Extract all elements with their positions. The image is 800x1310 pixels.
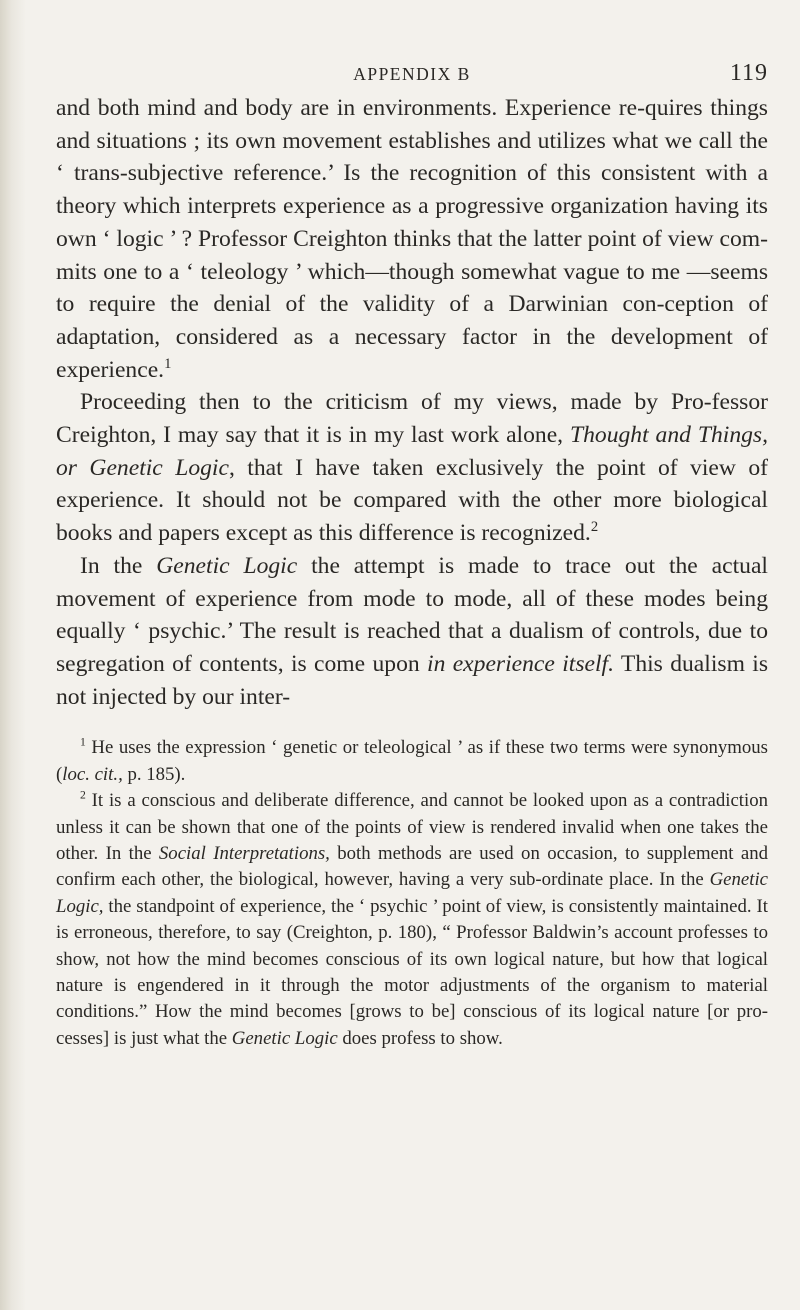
footnote-marker: 1 (164, 355, 172, 372)
paragraph (56, 386, 768, 550)
body-text (56, 92, 768, 713)
paragraph (56, 550, 768, 714)
italic-text: Thought and Things, or Genetic Logic (56, 422, 768, 481)
footnote-marker: 1 (80, 736, 86, 750)
italic-text: Genetic Logic (156, 552, 298, 579)
page-number: 119 (729, 60, 768, 86)
text-run: the attempt is made to trace out the actual movement of experience from mode to mode, all of these modes being equally ‘ psychic.’ The result is reached that a dualism of controls, due to segregation of contents, is come upon (56, 552, 768, 677)
text-run: p. 185). (122, 763, 186, 785)
text-run: and both mind and body are in environments. Experience re-quires things and situations ; its own movement establishes and utilizes what we call the ‘ trans-subjective reference.’ Is the recognition of this consistent with a theory which interprets experience as a progressive organization having its own ‘ logic ’ ? Professor Creighton thinks that the latter point of view com-mits one to a ‘ teleology ’ which—though somewhat vague to me —seems to require the denial of the validity of a Darwinian con-ception of adaptation, considered as a necessary factor in the development of experience. (56, 95, 768, 383)
text-run: Proceeding then to the criticism of my views, made by Pro-fessor Creighton, I may say that it is in my last work alone, (56, 389, 768, 449)
text-run: In the (80, 552, 157, 579)
footnote (56, 735, 768, 788)
footnote-marker: 2 (590, 519, 599, 536)
text-run: , that I have taken exclusively the point of view of experience. It should not be compared with the other more biological books and papers except as this difference is recognized. (56, 454, 768, 547)
text-run: This dualism is not injected by our inter- (56, 650, 768, 710)
text-run: the standpoint of experience, the ‘ psychic ’ point of view, is consistently maintained. It is erroneous, therefore, to say (Creighton, p. 180), “ Professor Baldwin’s account professes to show, not how the mind becomes conscious of its own logical nature, but how that logical nature is engendered in it through the motor adjustments of the organism to material conditions.” How the mind becomes [grows to be] conscious of its logical nature [or pro-cesses] is just what the (56, 895, 768, 1049)
footnote (56, 788, 768, 1052)
footnote-marker: 2 (80, 788, 86, 802)
italic-text: Genetic Logic (231, 1027, 338, 1049)
text-run: He uses the expression ‘ genetic or teleological ’ as if these two terms were synonymous ( (56, 737, 768, 785)
italic-text: Social Interpretations, (158, 842, 330, 864)
running-head (56, 52, 768, 92)
book-page (56, 52, 768, 1052)
paragraph (56, 92, 768, 386)
page-edge-shadow (0, 0, 26, 1310)
text-run: It is a conscious and deliberate difference, and cannot be looked upon as a contradiction unless it can be shown that one of the points of view is rendered invalid when one takes the other. In the (56, 790, 768, 864)
italic-text: loc. cit., (62, 763, 123, 785)
running-head-title: APPENDIX B (353, 64, 471, 84)
italic-text: in experience itself. (427, 650, 614, 677)
text-run: both methods are used on occasion, to supplement and confirm each other, the biological, however, having a very sub-ordinate place. In the (56, 842, 768, 891)
text-run: does profess to show. (337, 1027, 503, 1049)
italic-text: Genetic Logic, (56, 869, 768, 917)
footnotes (56, 735, 768, 1052)
